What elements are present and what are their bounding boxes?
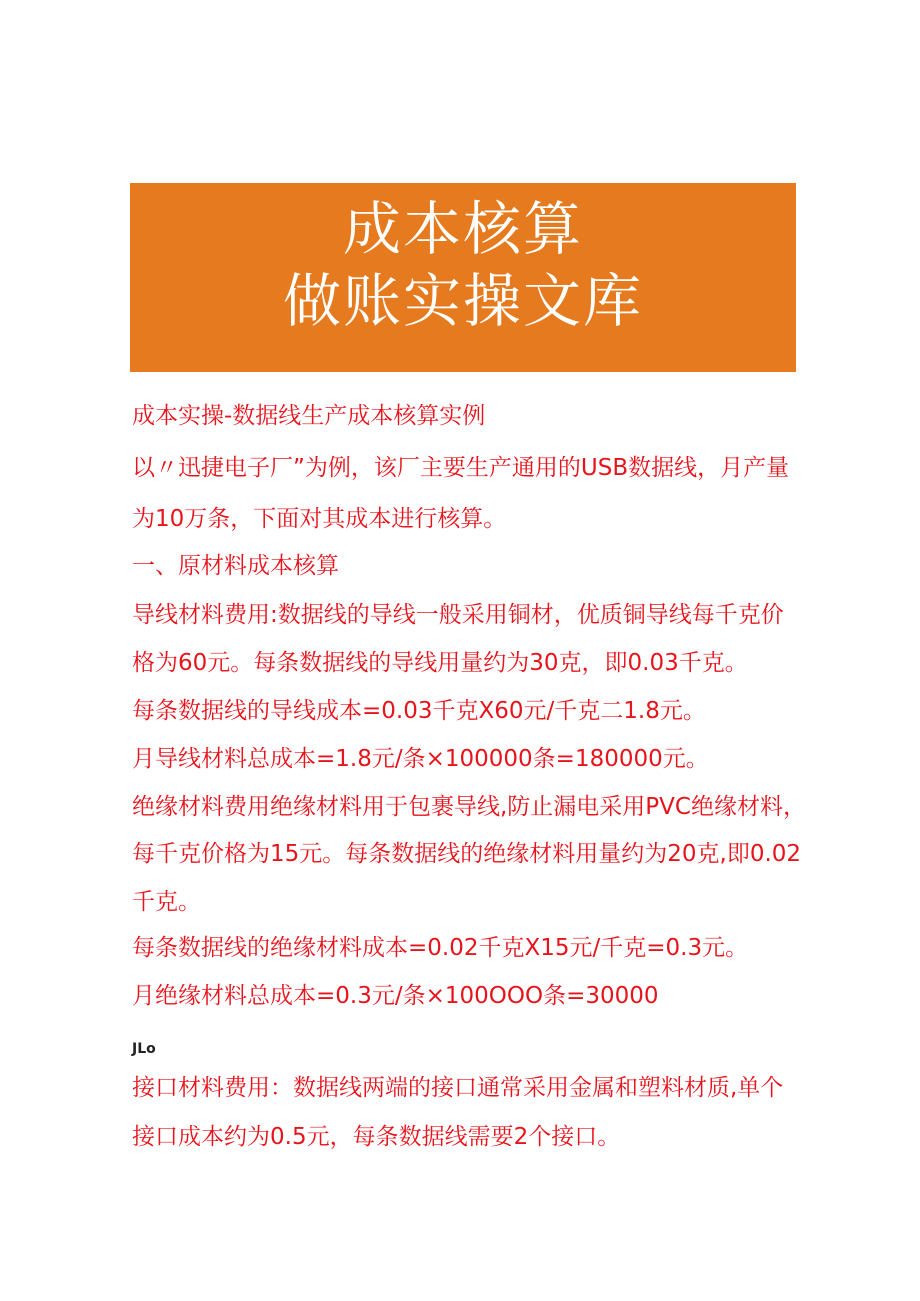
text-line: 每条数据线的绝缘材料成本=0.02千克X15元/千克=0.3元。 — [132, 935, 749, 961]
title-banner — [130, 183, 796, 372]
text-fragment: JLo — [132, 1041, 156, 1057]
text-line: 格为60元。每条数据线的导线用量约为30克，即0.03千克。 — [132, 650, 748, 676]
text-line: 以〃迅捷电子厂”为例，该厂主要生产通用的USB数据线，月产量 — [132, 455, 790, 481]
section-heading: 一、原材料成本核算 — [132, 553, 339, 579]
text-line: 绝缘材料费用绝缘材料用于包裹导线,防止漏电采用PVC绝缘材料， — [132, 794, 806, 820]
text-line: 千克。 — [132, 889, 201, 915]
banner-title-line-2: 做账实操文库 — [282, 267, 643, 335]
document-heading: 成本实操-数据线生产成本核算实例 — [132, 403, 486, 429]
text-line: 为10万条，下面对其成本进行核算。 — [132, 506, 507, 532]
text-line: 月绝缘材料总成本=0.3元/条×100OOO条=30000 — [132, 983, 659, 1009]
text-line: 每条数据线的导线成本=0.03千克X60元/千克二1.8元。 — [132, 698, 706, 724]
text-line: 每千克价格为15元。每条数据线的绝缘材料用量约为20克,即0.02 — [132, 841, 802, 867]
text-line: 月导线材料总成本=1.8元/条×100000条=180000元。 — [132, 746, 709, 772]
banner-title-line-1: 成本核算 — [342, 195, 583, 263]
text-line: 接口材料费用：数据线两端的接口通常采用金属和塑料材质,单个 — [132, 1075, 784, 1101]
text-line: 接口成本约为0.5元，每条数据线需要2个接口。 — [132, 1124, 621, 1150]
text-line: 导线材料费用:数据线的导线一般采用铜材，优质铜导线每千克价 — [132, 602, 784, 628]
